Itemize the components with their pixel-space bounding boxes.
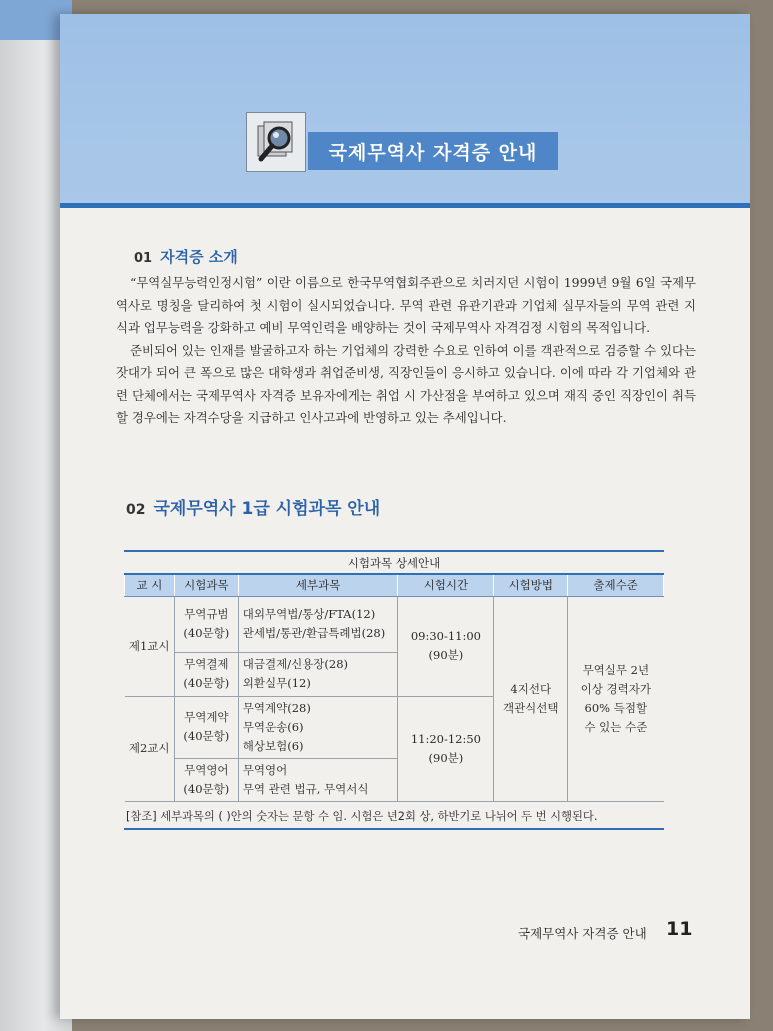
subject-cell: 무역계약 (40문항)	[174, 696, 238, 758]
exam-subject-table	[124, 573, 664, 802]
section-1-paragraph-1: “무역실무능력인정시험” 이란 이름으로 한국무역협회주관으로 치러지던 시험이 1999년 9월 6일 국제무역사로 명칭을 달리하여 첫 시험이 실시되었습니다. 무역 관련 유관기관과 기업체 실무자들의 무역 관련 지식과 업무능력을 강화하고 예비 무역인력을 배양하는 것이 국제무역사 자격검정 시험의 목적입니다.	[116, 275, 696, 335]
subject-cell: 무역규범 (40문항)	[174, 596, 238, 652]
details-cell: 무역영어 무역 관련 법규, 무역서식	[238, 758, 398, 801]
section-1-paragraph-2: 준비되어 있는 인재를 발굴하고자 하는 기업체의 강력한 수요로 인하여 이를 객관적으로 검증할 수 있다는 잣대가 되어 큰 폭으로 많은 대학생과 취업준비생, 직장인들이 응시하고 있습니다. 이에 따라 각 기업체와 관련 단체에서는 국제무역사 자격증 보유자에게는 취업 시 가산점을 부여하고 있으며 재직 중인 직장인이 취득할 경우에는 자격수당을 지급하고 인사고과에 반영하고 있는 추세입니다.	[116, 342, 696, 425]
table-header-row	[125, 574, 664, 596]
section-1-heading	[134, 246, 238, 267]
period-2-cell: 제2교시	[125, 696, 175, 801]
subject-cell: 무역영어 (40문항)	[174, 758, 238, 801]
section-2-heading	[126, 494, 380, 519]
header-time: 시험시간	[398, 574, 494, 596]
section-1-title: 자격증 소개	[160, 248, 238, 266]
header-band	[60, 14, 750, 204]
section-2-number: 02	[126, 502, 146, 518]
page-title: 국제무역사 자격증 안내	[328, 141, 538, 164]
subject-cell: 무역결제 (40문항)	[174, 652, 238, 696]
method-cell: 4지선다 객관식선택	[494, 596, 568, 801]
details-cell: 대금결제/신용장(28) 외환실무(12)	[238, 652, 398, 696]
header-divider	[60, 203, 750, 208]
table-note: [참조] 세부과목의 ( )안의 숫자는 문항 수 임. 시험은 년2회 상, 하반기로 나뉘어 두 번 시행된다.	[126, 809, 598, 823]
header-period: 교 시	[125, 574, 175, 596]
header-level: 출제수준	[568, 574, 664, 596]
header-details: 세부과목	[238, 574, 398, 596]
level-cell: 무역실무 2년 이상 경력자가 60% 득점할 수 있는 수준	[568, 596, 664, 801]
time-1-cell: 09:30-11:00 (90분)	[398, 596, 494, 696]
period-1-cell: 제1교시	[125, 596, 175, 696]
exam-subject-table-block	[124, 550, 664, 830]
section-2-title: 국제무역사 1급 시험과목 안내	[153, 499, 381, 519]
table-row	[125, 596, 664, 652]
book-page	[60, 14, 750, 1019]
section-1-body	[116, 272, 696, 430]
magnifier-icon	[246, 112, 306, 172]
header-title-box	[308, 132, 558, 170]
header-method: 시험방법	[494, 574, 568, 596]
time-2-cell: 11:20-12:50 (90분)	[398, 696, 494, 801]
section-1-number: 01	[134, 251, 153, 266]
table-caption: 시험과목 상세안내	[347, 556, 441, 570]
header-subject: 시험과목	[174, 574, 238, 596]
footer-label: 국제무역사 자격증 안내	[518, 926, 647, 941]
details-cell: 대외무역법/통상/FTA(12) 관세법/통관/환급특례법(28)	[238, 596, 398, 652]
table-bottom-rule	[124, 828, 664, 830]
details-cell: 무역계약(28) 무역운송(6) 해상보험(6)	[238, 696, 398, 758]
page-number: 11	[666, 918, 693, 940]
